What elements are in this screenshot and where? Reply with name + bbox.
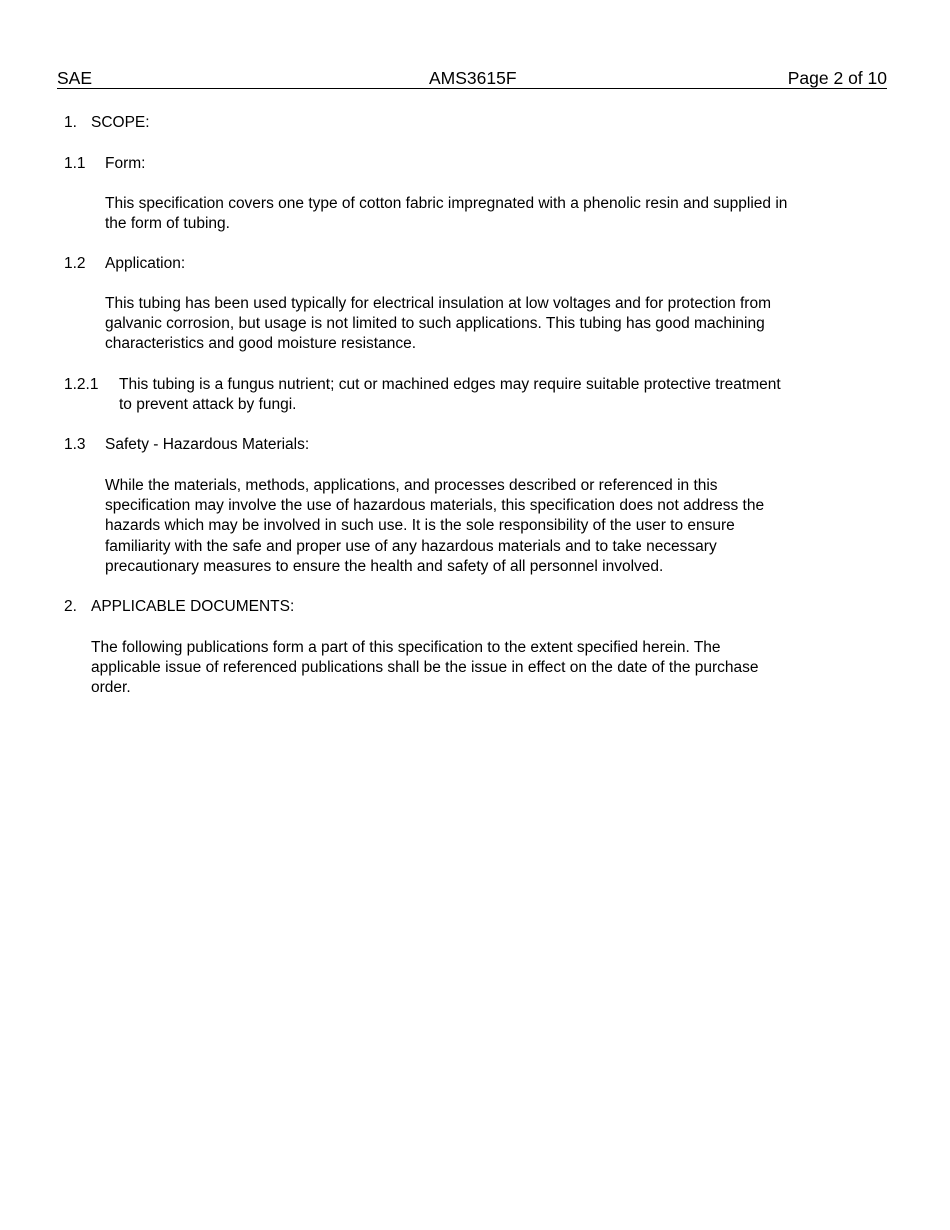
- paragraph-line: This tubing is a fungus nutrient; cut or machined edges may require suitable protective treatment: [119, 376, 781, 393]
- paragraph-line: While the materials, methods, applications, and processes described or referenced in this: [105, 477, 718, 494]
- section-number: 2.: [64, 598, 77, 615]
- section-number: 1.1: [64, 155, 86, 172]
- section-form-body: [105, 194, 787, 234]
- section-title: APPLICABLE DOCUMENTS:: [91, 598, 295, 615]
- paragraph-line: to prevent attack by fungi.: [119, 396, 297, 414]
- page-header: [57, 68, 887, 89]
- paragraph-line: familiarity with the safe and proper use of any hazardous materials and to take necessary: [105, 537, 717, 555]
- section-applicable-documents-body: [91, 638, 759, 699]
- header-document-number: AMS3615F: [429, 68, 517, 88]
- section-number: 1.3: [64, 436, 86, 453]
- header-org: SAE: [57, 68, 93, 88]
- paragraph-line: order.: [91, 679, 131, 697]
- section-safety-body: [105, 476, 764, 577]
- section-application-body: [105, 294, 771, 355]
- section-number: 1.: [64, 114, 77, 131]
- paragraph-line: specification may involve the use of hazardous materials, this specification does not address the: [105, 497, 765, 515]
- paragraph-line: This specification covers one type of cotton fabric impregnated with a phenolic resin and supplied in: [105, 195, 788, 212]
- section-title: SCOPE:: [91, 114, 150, 131]
- paragraph-line: applicable issue of referenced publications shall be the issue in effect on the date of the purchase: [91, 659, 759, 677]
- header-page-number: Page 2 of 10: [787, 68, 887, 88]
- section-title: Safety - Hazardous Materials:: [105, 436, 310, 453]
- section-number: 1.2.1: [64, 376, 99, 393]
- section-application-1-body: [119, 375, 781, 415]
- paragraph-line: characteristics and good moisture resistance.: [105, 335, 417, 353]
- paragraph-line: precautionary measures to ensure the health and safety of all personnel involved.: [105, 557, 664, 575]
- paragraph-line: galvanic corrosion, but usage is not limited to such applications. This tubing has good machining: [105, 315, 765, 333]
- paragraph-line: hazards which may be involved in such use. It is the sole responsibility of the user to ensure: [105, 517, 735, 535]
- section-title: Form:: [105, 155, 146, 172]
- section-number: 1.2: [64, 255, 86, 272]
- paragraph-line: the form of tubing.: [105, 215, 230, 233]
- paragraph-line: The following publications form a part of this specification to the extent specified herein. The: [91, 639, 721, 656]
- paragraph-line: This tubing has been used typically for electrical insulation at low voltages and for protection from: [105, 295, 771, 312]
- section-title: Application:: [105, 255, 186, 272]
